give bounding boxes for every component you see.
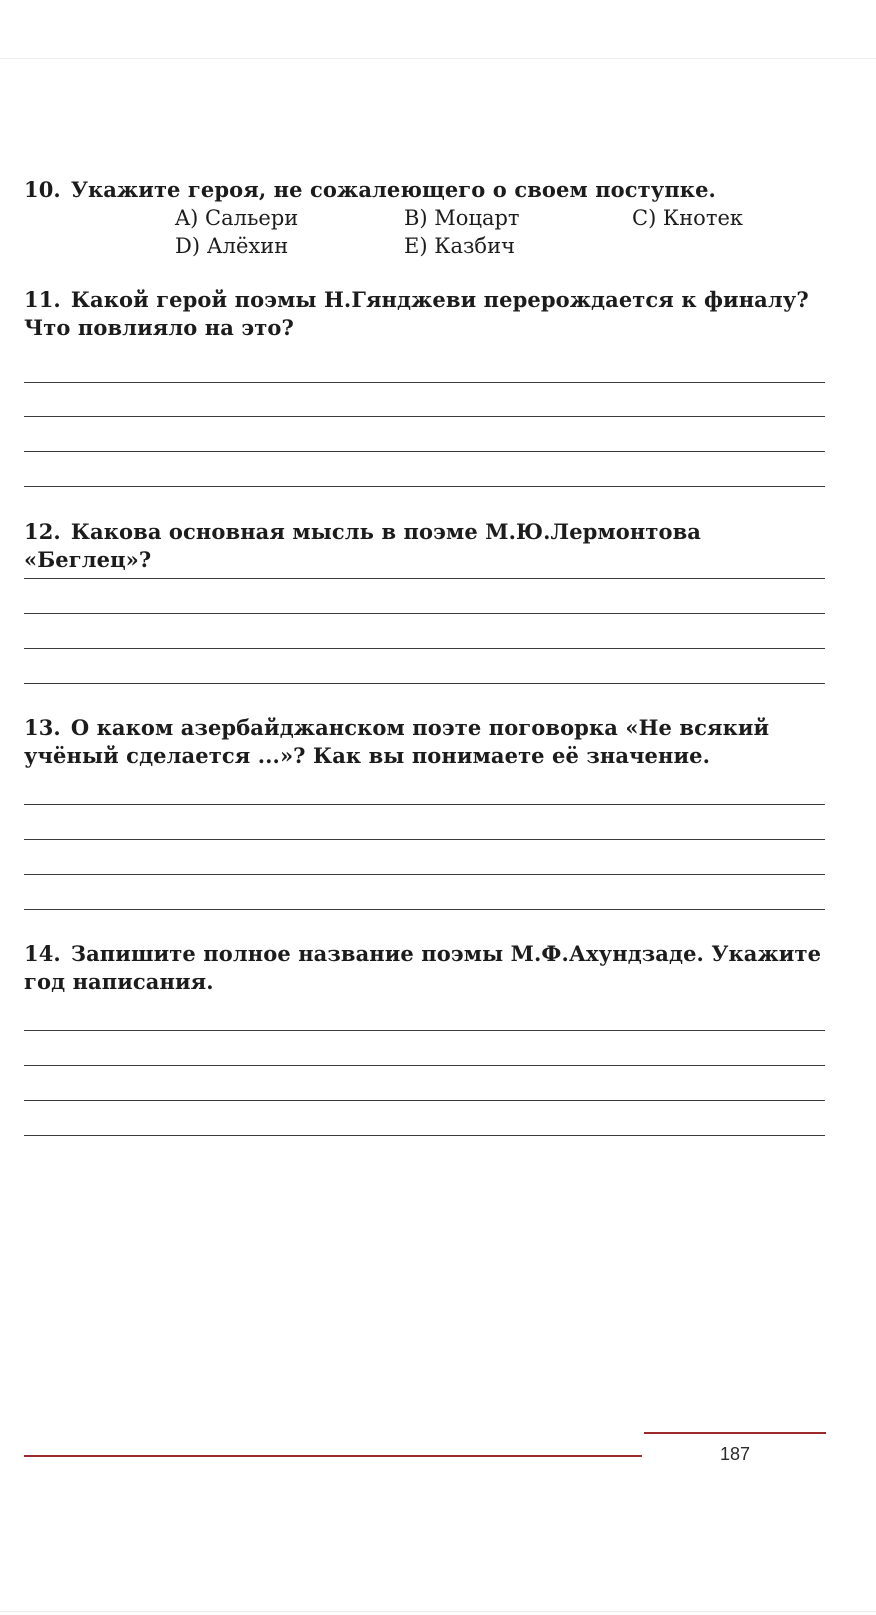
answer-line[interactable] [24, 1100, 825, 1101]
answer-line[interactable] [24, 486, 825, 487]
answer-options [24, 204, 824, 260]
question-10-text [24, 176, 824, 204]
option-a[interactable]: A) Сальери [175, 206, 299, 230]
question-prompt: О каком азербайджанском поэте поговорка «Не всякий учёный сделается ...»? Как вы понимаете её значение. [24, 715, 770, 768]
answer-line[interactable] [24, 909, 825, 910]
footer-rule-accent [644, 1432, 826, 1434]
question-10 [24, 176, 824, 260]
answer-line[interactable] [24, 578, 825, 579]
question-14-text [24, 940, 824, 996]
question-14 [24, 940, 824, 996]
answer-line[interactable] [24, 451, 825, 452]
question-number: 11. [24, 287, 61, 312]
answer-line[interactable] [24, 1065, 825, 1066]
question-number: 13. [24, 715, 61, 740]
answer-line[interactable] [24, 613, 825, 614]
answer-line[interactable] [24, 648, 825, 649]
question-prompt: Укажите героя, не сожалеющего о своем поступке. [70, 177, 716, 202]
answer-line[interactable] [24, 1135, 825, 1136]
question-12-text [24, 518, 824, 574]
question-13 [24, 714, 824, 770]
question-number: 14. [24, 941, 61, 966]
answer-line[interactable] [24, 683, 825, 684]
page-number: 187 [719, 1444, 751, 1464]
option-b[interactable]: B) Моцарт [404, 206, 520, 230]
answer-line[interactable] [24, 839, 825, 840]
answer-line[interactable] [24, 416, 825, 417]
question-13-text [24, 714, 824, 770]
answer-line[interactable] [24, 804, 825, 805]
answer-line[interactable] [24, 1030, 825, 1031]
question-12 [24, 518, 824, 574]
option-d[interactable]: D) Алёхин [175, 234, 289, 258]
option-c[interactable]: C) Кнотек [632, 206, 743, 230]
question-11-text [24, 286, 824, 342]
footer-rule [24, 1455, 642, 1457]
question-number: 12. [24, 519, 61, 544]
question-prompt: Какова основная мысль в поэме М.Ю.Лермонтова «Беглец»? [24, 519, 701, 572]
question-prompt: Какой герой поэмы Н.Гянджеви перерождается к финалу? Что повлияло на это? [24, 287, 809, 340]
question-11 [24, 286, 824, 342]
question-number: 10. [24, 177, 61, 202]
answer-line[interactable] [24, 382, 825, 383]
answer-line[interactable] [24, 874, 825, 875]
question-prompt: Запишите полное название поэмы М.Ф.Ахундзаде. Укажите год написания. [24, 941, 822, 994]
option-e[interactable]: E) Казбич [404, 234, 515, 258]
